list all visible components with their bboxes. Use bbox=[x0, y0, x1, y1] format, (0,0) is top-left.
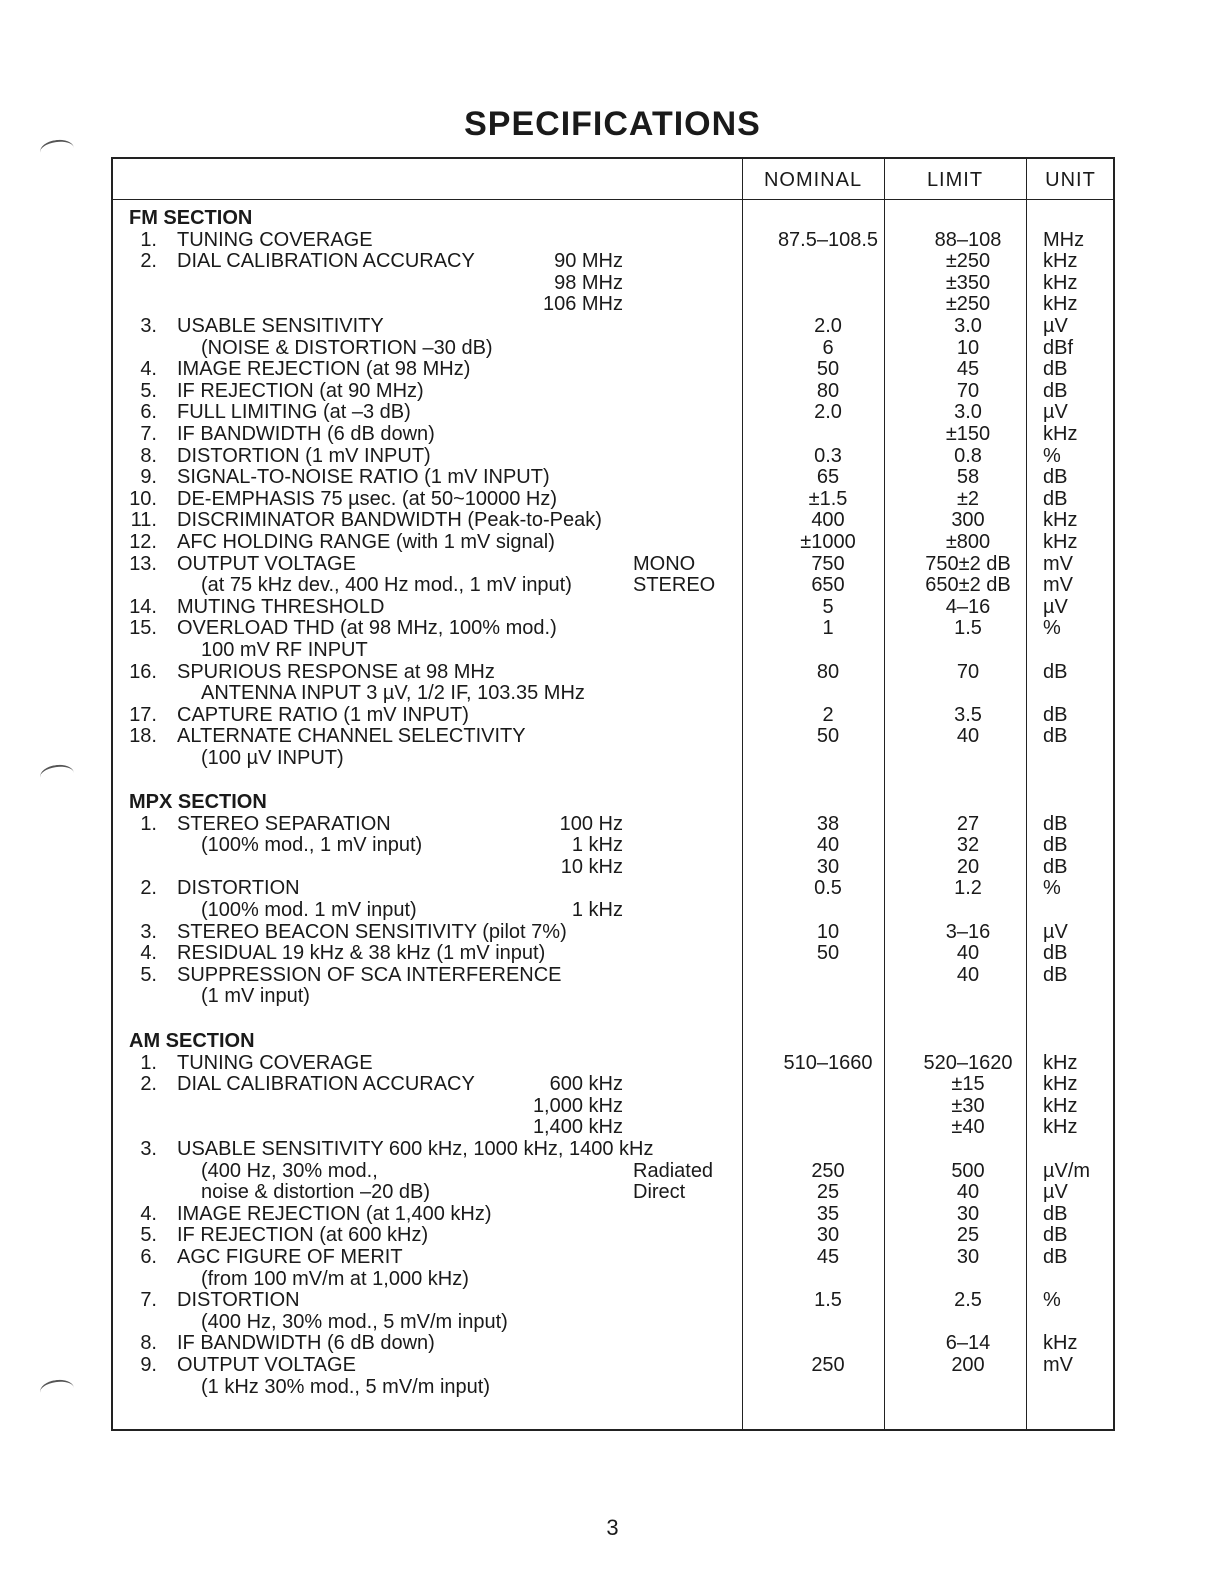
spec-row bbox=[113, 423, 1113, 445]
spec-unit: % bbox=[1043, 617, 1061, 640]
spec-row bbox=[113, 337, 1113, 359]
spec-freq: 1 kHz bbox=[571, 899, 623, 921]
section-title: AM SECTION bbox=[129, 1030, 255, 1052]
header-divider bbox=[113, 199, 1113, 200]
spec-unit: % bbox=[1043, 1289, 1061, 1312]
spec-row bbox=[113, 964, 1113, 986]
spec-nominal: 250 bbox=[811, 1354, 845, 1376]
spec-mode: Direct bbox=[633, 1181, 686, 1204]
spec-nominal: 80 bbox=[816, 379, 840, 402]
spec-label: DISTORTION bbox=[177, 877, 300, 900]
fm-section-heading bbox=[113, 207, 1113, 229]
spec-label: SPURIOUS RESPONSE at 98 MHz bbox=[177, 660, 495, 683]
spec-nominal: 5 bbox=[822, 595, 834, 618]
spec-row bbox=[113, 1246, 1113, 1268]
spec-freq: 100 Hz bbox=[559, 812, 623, 835]
spec-freq: 600 kHz bbox=[549, 1073, 623, 1096]
am-section-heading bbox=[113, 1030, 1113, 1052]
spec-num: 5. bbox=[140, 379, 157, 402]
spec-row bbox=[113, 856, 1113, 878]
spec-limit: 40 bbox=[956, 725, 980, 748]
spec-row bbox=[113, 553, 1113, 575]
spec-nominal: 1.5 bbox=[814, 1289, 842, 1312]
spec-nominal: 50 bbox=[816, 725, 840, 748]
spec-row bbox=[113, 1376, 1113, 1398]
spec-nominal: 30 bbox=[816, 1224, 840, 1247]
spec-sub: (400 Hz, 30% mod., 5 mV/m input) bbox=[201, 1310, 508, 1333]
spec-limit: 88–108 bbox=[934, 228, 1002, 251]
spec-limit: 1.2 bbox=[954, 877, 982, 900]
spec-limit: 3.5 bbox=[954, 703, 982, 726]
spec-row bbox=[113, 1289, 1113, 1311]
spec-limit: 300 bbox=[951, 509, 985, 532]
spec-unit: dB bbox=[1043, 1246, 1068, 1268]
spec-row bbox=[113, 509, 1113, 531]
spec-num: 11. bbox=[130, 509, 157, 532]
spec-num: 4. bbox=[140, 942, 157, 965]
spec-limit: 6–14 bbox=[945, 1332, 991, 1355]
spec-sub: (1 mV input) bbox=[201, 985, 310, 1008]
spec-unit: dB bbox=[1043, 1224, 1068, 1247]
spec-row bbox=[113, 445, 1113, 467]
spec-limit: ±30 bbox=[951, 1094, 985, 1117]
spec-row bbox=[113, 1181, 1113, 1203]
spec-sub: noise & distortion –20 dB) bbox=[201, 1181, 431, 1204]
spec-unit: kHz bbox=[1043, 250, 1078, 273]
spec-row bbox=[113, 942, 1113, 964]
spec-nominal: 2 bbox=[822, 703, 834, 726]
spec-num: 7. bbox=[140, 1289, 157, 1312]
spec-unit: mV bbox=[1043, 574, 1073, 597]
spec-row bbox=[113, 250, 1113, 272]
spec-num: 2. bbox=[140, 1073, 157, 1096]
spec-num: 6. bbox=[140, 401, 157, 424]
spec-nominal: 510–1660 bbox=[783, 1051, 873, 1074]
spec-nominal: 50 bbox=[816, 358, 840, 381]
spec-limit: 30 bbox=[956, 1202, 980, 1225]
spec-label: AFC HOLDING RANGE (with 1 mV signal) bbox=[177, 531, 555, 553]
spec-unit: dB bbox=[1043, 487, 1068, 510]
spec-limit: 30 bbox=[956, 1246, 980, 1268]
header-limit: LIMIT bbox=[926, 169, 984, 191]
spec-unit: µV/m bbox=[1043, 1159, 1091, 1182]
spec-unit: kHz bbox=[1043, 531, 1078, 553]
spec-label: SUPPRESSION OF SCA INTERFERENCE bbox=[177, 963, 562, 986]
spec-unit: dB bbox=[1043, 660, 1068, 683]
spec-label: DIAL CALIBRATION ACCURACY bbox=[177, 1073, 475, 1096]
spec-row bbox=[113, 574, 1113, 596]
spec-nominal: 25 bbox=[816, 1181, 840, 1204]
spec-limit: ±15 bbox=[951, 1073, 985, 1096]
spec-row bbox=[113, 315, 1113, 337]
spec-unit: µV bbox=[1043, 315, 1068, 337]
spec-label: STEREO BEACON SENSITIVITY (pilot 7%) bbox=[177, 920, 567, 943]
spec-unit: dB bbox=[1043, 1202, 1068, 1225]
spec-row bbox=[113, 488, 1113, 510]
spec-unit: dBf bbox=[1043, 336, 1074, 359]
spec-num: 4. bbox=[140, 358, 157, 381]
spec-sub: ANTENNA INPUT 3 µV, 1/2 IF, 103.35 MHz bbox=[201, 682, 585, 705]
spec-nominal: 650 bbox=[811, 574, 845, 597]
spec-num: 8. bbox=[140, 1332, 157, 1355]
spec-row bbox=[113, 1332, 1113, 1354]
spec-limit: 70 bbox=[956, 660, 980, 683]
spec-limit: 200 bbox=[951, 1354, 985, 1376]
spec-row bbox=[113, 1311, 1113, 1333]
spec-limit: 4–16 bbox=[945, 595, 991, 618]
spec-nominal: 40 bbox=[816, 834, 840, 857]
spec-row bbox=[113, 229, 1113, 251]
spec-sub: (at 75 kHz dev., 400 Hz mod., 1 mV input) bbox=[201, 574, 572, 597]
header-nominal: NOMINAL bbox=[763, 169, 863, 191]
spec-limit: 1.5 bbox=[954, 617, 982, 640]
spec-num: 5. bbox=[140, 1224, 157, 1247]
page-title: SPECIFICATIONS bbox=[464, 105, 761, 143]
spec-limit: 10 bbox=[956, 336, 980, 359]
spec-table bbox=[111, 157, 1115, 1431]
spec-nominal: 400 bbox=[811, 509, 845, 532]
spec-sub: (100% mod., 1 mV input) bbox=[201, 834, 423, 857]
spec-row bbox=[113, 725, 1113, 747]
spec-row bbox=[113, 1073, 1113, 1095]
spec-limit: 520–1620 bbox=[923, 1051, 1013, 1074]
spec-unit: MHz bbox=[1043, 228, 1085, 251]
spec-limit: ±250 bbox=[945, 250, 991, 273]
spec-unit: dB bbox=[1043, 725, 1068, 748]
spec-label: MUTING THRESHOLD bbox=[177, 595, 385, 618]
spec-freq: 1,400 kHz bbox=[532, 1116, 623, 1139]
spec-limit: 40 bbox=[956, 963, 980, 986]
spec-label: DIAL CALIBRATION ACCURACY bbox=[177, 250, 475, 273]
spec-unit: kHz bbox=[1043, 1332, 1078, 1355]
spec-row bbox=[113, 401, 1113, 423]
spec-num: 2. bbox=[140, 250, 157, 273]
spec-unit: µV bbox=[1043, 401, 1068, 424]
spec-num: 9. bbox=[140, 1354, 157, 1376]
spec-label: IF REJECTION (at 90 MHz) bbox=[177, 379, 424, 402]
spec-label: CAPTURE RATIO (1 mV INPUT) bbox=[177, 703, 469, 726]
spec-limit: 3–16 bbox=[945, 920, 991, 943]
spec-num: 3. bbox=[140, 920, 157, 943]
spec-limit: ±800 bbox=[945, 531, 991, 553]
spec-label: TUNING COVERAGE bbox=[177, 1051, 373, 1074]
spec-row bbox=[113, 358, 1113, 380]
spec-limit: 650±2 dB bbox=[925, 574, 1011, 597]
spec-limit: 40 bbox=[956, 1181, 980, 1204]
spec-row bbox=[113, 704, 1113, 726]
spec-nominal: 1 bbox=[822, 617, 834, 640]
spec-label: OUTPUT VOLTAGE bbox=[177, 1354, 356, 1376]
spec-nominal: 2.0 bbox=[814, 401, 842, 424]
spec-nominal: 750 bbox=[811, 552, 845, 575]
spec-sub: (1 kHz 30% mod., 5 mV/m input) bbox=[201, 1375, 490, 1398]
spec-num: 14. bbox=[129, 595, 157, 618]
spec-nominal: 0.3 bbox=[814, 444, 842, 467]
spec-limit: 2.5 bbox=[954, 1289, 982, 1312]
spec-num: 16. bbox=[129, 660, 157, 683]
spec-limit: 500 bbox=[951, 1159, 985, 1182]
spec-unit: kHz bbox=[1043, 509, 1078, 532]
spec-nominal: 65 bbox=[816, 466, 840, 489]
spec-num: 10. bbox=[129, 487, 157, 510]
spec-unit: µV bbox=[1043, 1181, 1068, 1204]
spec-unit: dB bbox=[1043, 466, 1068, 489]
spec-sub: (from 100 mV/m at 1,000 kHz) bbox=[201, 1267, 469, 1290]
spec-unit: dB bbox=[1043, 703, 1068, 726]
spec-unit: µV bbox=[1043, 920, 1068, 943]
spec-limit: 20 bbox=[956, 855, 980, 878]
spec-mode: Radiated bbox=[633, 1159, 714, 1182]
spec-row bbox=[113, 596, 1113, 618]
spec-label: DE-EMPHASIS 75 µsec. (at 50~10000 Hz) bbox=[177, 487, 558, 510]
spec-unit: dB bbox=[1043, 942, 1068, 965]
spec-unit: mV bbox=[1043, 1354, 1073, 1376]
spec-limit: ±40 bbox=[951, 1116, 985, 1139]
spec-row bbox=[113, 921, 1113, 943]
spec-row bbox=[113, 682, 1113, 704]
spec-sub: (NOISE & DISTORTION –30 dB) bbox=[201, 336, 493, 359]
spec-limit: 58 bbox=[956, 466, 980, 489]
spec-sub: 100 mV RF INPUT bbox=[201, 639, 368, 661]
spec-nominal: ±1.5 bbox=[808, 487, 848, 510]
spec-limit: 45 bbox=[956, 358, 980, 381]
page-number: 3 bbox=[606, 1515, 619, 1540]
spec-limit: 27 bbox=[956, 812, 980, 835]
spec-nominal: 45 bbox=[816, 1246, 840, 1268]
spec-limit: ±250 bbox=[945, 293, 991, 316]
spec-limit: 3.0 bbox=[954, 315, 982, 337]
spec-label: STEREO SEPARATION bbox=[177, 812, 391, 835]
spec-num: 3. bbox=[140, 315, 157, 337]
spec-label: AGC FIGURE OF MERIT bbox=[177, 1246, 403, 1268]
spec-limit: ±2 bbox=[956, 487, 980, 510]
spec-row bbox=[113, 877, 1113, 899]
spec-label: DISTORTION (1 mV INPUT) bbox=[177, 444, 431, 467]
spec-unit: kHz bbox=[1043, 1073, 1078, 1096]
punch-hole bbox=[39, 1378, 75, 1403]
section-title: FM SECTION bbox=[129, 207, 253, 229]
spec-freq: 106 MHz bbox=[542, 293, 623, 316]
spec-row bbox=[113, 639, 1113, 661]
spec-num: 7. bbox=[140, 423, 157, 445]
spec-num: 9. bbox=[140, 466, 157, 489]
spec-nominal: 50 bbox=[816, 942, 840, 965]
spec-num: 12. bbox=[129, 531, 157, 553]
spec-row bbox=[113, 899, 1113, 921]
header-unit: UNIT bbox=[1045, 169, 1096, 191]
spec-mode: STEREO bbox=[633, 574, 716, 597]
spec-limit: 40 bbox=[956, 942, 980, 965]
spec-unit: dB bbox=[1043, 358, 1068, 381]
spec-num: 5. bbox=[140, 963, 157, 986]
spec-freq: 90 MHz bbox=[554, 250, 623, 273]
spec-label: IF BANDWIDTH (6 dB down) bbox=[177, 1332, 435, 1355]
spec-freq: 98 MHz bbox=[554, 271, 623, 294]
spec-unit: kHz bbox=[1043, 293, 1078, 316]
spec-unit: % bbox=[1043, 877, 1061, 900]
spec-num: 3. bbox=[140, 1138, 157, 1160]
spec-num: 15. bbox=[129, 617, 157, 640]
spec-row bbox=[113, 1354, 1113, 1376]
spec-unit: % bbox=[1043, 444, 1061, 467]
spec-num: 1. bbox=[140, 228, 157, 251]
section-title: MPX SECTION bbox=[129, 791, 267, 813]
spec-nominal: 30 bbox=[816, 855, 840, 878]
spec-label: IMAGE REJECTION (at 1,400 kHz) bbox=[177, 1202, 492, 1225]
spec-label: IMAGE REJECTION (at 98 MHz) bbox=[177, 358, 471, 381]
spec-unit: kHz bbox=[1043, 1051, 1078, 1074]
spec-num: 4. bbox=[140, 1202, 157, 1225]
spec-row bbox=[113, 813, 1113, 835]
spec-num: 8. bbox=[140, 444, 157, 467]
spec-label: FULL LIMITING (at –3 dB) bbox=[177, 401, 411, 424]
spec-nominal: 250 bbox=[811, 1159, 845, 1182]
spec-limit: 25 bbox=[956, 1224, 980, 1247]
spec-freq: 1,000 kHz bbox=[532, 1094, 623, 1117]
spec-label: OVERLOAD THD (at 98 MHz, 100% mod.) bbox=[177, 617, 557, 640]
spec-num: 17. bbox=[129, 703, 157, 726]
spec-unit: kHz bbox=[1043, 423, 1078, 445]
spec-limit: 0.8 bbox=[954, 444, 982, 467]
spec-row bbox=[113, 985, 1113, 1007]
spec-unit: dB bbox=[1043, 963, 1068, 986]
spec-row bbox=[113, 1138, 1113, 1160]
spec-unit: dB bbox=[1043, 855, 1068, 878]
spec-label: USABLE SENSITIVITY bbox=[177, 315, 384, 337]
spec-limit: ±350 bbox=[945, 271, 991, 294]
spec-label: IF BANDWIDTH (6 dB down) bbox=[177, 423, 435, 445]
spec-row bbox=[113, 1116, 1113, 1138]
spec-unit: dB bbox=[1043, 834, 1068, 857]
spec-limit: ±150 bbox=[945, 423, 991, 445]
spec-row bbox=[113, 1203, 1113, 1225]
spec-nominal: 10 bbox=[816, 920, 840, 943]
spec-sub: (100 µV INPUT) bbox=[201, 747, 344, 769]
spec-nominal: 80 bbox=[816, 660, 840, 683]
spec-row bbox=[113, 747, 1113, 769]
spec-label: RESIDUAL 19 kHz & 38 kHz (1 mV input) bbox=[177, 942, 546, 965]
spec-unit: kHz bbox=[1043, 1094, 1078, 1117]
spec-limit: 32 bbox=[956, 834, 980, 857]
punch-hole bbox=[39, 763, 75, 788]
spec-row bbox=[113, 293, 1113, 315]
spec-nominal: 38 bbox=[816, 812, 840, 835]
spec-unit: dB bbox=[1043, 812, 1068, 835]
spec-unit: kHz bbox=[1043, 1116, 1078, 1139]
spec-nominal: 0.5 bbox=[814, 877, 842, 900]
spec-row bbox=[113, 617, 1113, 639]
spec-row bbox=[113, 661, 1113, 683]
spec-unit: mV bbox=[1043, 552, 1073, 575]
spec-limit: 70 bbox=[956, 379, 980, 402]
spec-label: IF REJECTION (at 600 kHz) bbox=[177, 1224, 429, 1247]
spec-label: DISTORTION bbox=[177, 1289, 300, 1312]
spec-limit: 750±2 dB bbox=[925, 552, 1011, 575]
spec-label: ALTERNATE CHANNEL SELECTIVITY bbox=[177, 725, 526, 748]
spec-nominal: ±1000 bbox=[800, 531, 856, 553]
spec-sub: (100% mod. 1 mV input) bbox=[201, 899, 417, 921]
spec-num: 13. bbox=[129, 552, 157, 575]
spec-unit: kHz bbox=[1043, 271, 1078, 294]
spec-unit: dB bbox=[1043, 379, 1068, 402]
spec-nominal: 35 bbox=[816, 1202, 840, 1225]
spec-row bbox=[113, 1095, 1113, 1117]
spec-nominal: 2.0 bbox=[814, 315, 842, 337]
spec-row bbox=[113, 1268, 1113, 1290]
spec-nominal: 6 bbox=[822, 336, 834, 359]
spec-freq: 1 kHz bbox=[571, 834, 623, 857]
spec-sub: (400 Hz, 30% mod., bbox=[201, 1159, 378, 1182]
spec-label: SIGNAL-TO-NOISE RATIO (1 mV INPUT) bbox=[177, 466, 550, 489]
spec-num: 2. bbox=[140, 877, 157, 900]
spec-num: 1. bbox=[140, 812, 157, 835]
spec-unit: µV bbox=[1043, 595, 1068, 618]
spec-row bbox=[113, 466, 1113, 488]
spec-label: USABLE SENSITIVITY 600 kHz, 1000 kHz, 1400 kHz bbox=[177, 1138, 654, 1160]
spec-label: OUTPUT VOLTAGE bbox=[177, 552, 356, 575]
spec-label: DISCRIMINATOR BANDWIDTH (Peak-to-Peak) bbox=[177, 509, 602, 532]
spec-row bbox=[113, 1160, 1113, 1182]
spec-num: 1. bbox=[140, 1051, 157, 1074]
spec-limit: 3.0 bbox=[954, 401, 982, 424]
spec-row bbox=[113, 272, 1113, 294]
spec-row bbox=[113, 1052, 1113, 1074]
spec-num: 6. bbox=[140, 1246, 157, 1268]
mpx-section-heading bbox=[113, 791, 1113, 813]
spec-row bbox=[113, 380, 1113, 402]
spec-row bbox=[113, 834, 1113, 856]
spec-label: TUNING COVERAGE bbox=[177, 228, 373, 251]
spec-freq: 10 kHz bbox=[560, 855, 623, 878]
spec-nominal: 87.5–108.5 bbox=[777, 228, 879, 251]
spec-mode: MONO bbox=[633, 552, 696, 575]
spec-num: 18. bbox=[129, 725, 157, 748]
spec-row bbox=[113, 531, 1113, 553]
spec-row bbox=[113, 1224, 1113, 1246]
